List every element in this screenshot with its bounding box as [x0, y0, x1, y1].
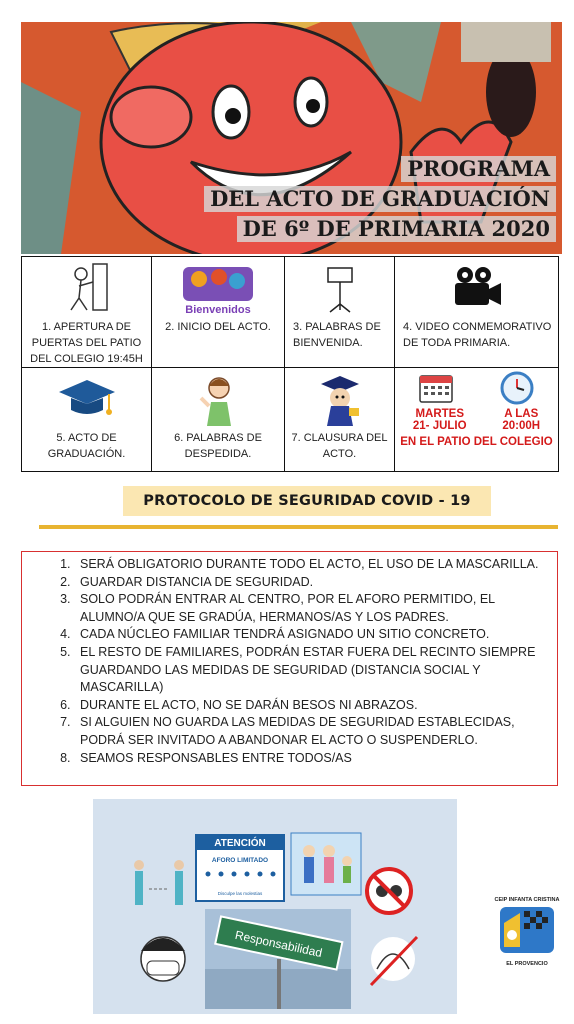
- face-mask-icon: [141, 937, 185, 981]
- event-date-cell: [395, 368, 559, 472]
- program-item-5: [22, 368, 152, 472]
- program-item-6: [152, 368, 285, 472]
- rule-item: 2. GUARDAR DISTANCIA DE SEGURIDAD.: [74, 574, 557, 592]
- svg-text:ATENCIÓN: ATENCIÓN: [214, 838, 266, 849]
- program-item-3-text: 3. PALABRAS DE BIENVENIDA.: [293, 321, 381, 349]
- svg-text:Bienvenidos: Bienvenidos: [185, 304, 251, 316]
- program-item-2: [152, 257, 285, 368]
- family-icon: [291, 833, 361, 895]
- rule-item: 4. CADA NÚCLEO FAMILIAR TENDRÁ ASIGNADO UN SITIO CONCRETO.: [74, 626, 557, 644]
- rule-item: 7. SI ALGUIEN NO GUARDA LAS MEDIDAS DE SEGURIDAD ESTABLECIDAS, PODRÁ SER INVITADO A ABANDONAR EL ACTO O SUSPENDERLO.: [74, 714, 557, 749]
- attention-sign: [196, 835, 284, 901]
- calendar-icon: [418, 372, 454, 404]
- divider-line: [39, 525, 558, 529]
- program-item-7-text: 7. CLAUSURA DEL ACTO.: [291, 432, 388, 460]
- graduation-cap-icon: [22, 368, 151, 430]
- hero-title-line-1: PROGRAMA: [401, 156, 556, 182]
- event-time: 20:00H: [502, 420, 541, 432]
- school-emblem-icon: [494, 903, 560, 955]
- hero-banner: [21, 22, 562, 254]
- program-item-7: [285, 368, 395, 472]
- event-time-label: A LAS: [504, 408, 539, 420]
- covid-collage: [93, 799, 457, 1014]
- svg-text:Disculpe las molestias: Disculpe las molestias: [217, 891, 263, 896]
- graduate-mascot-icon: [285, 368, 394, 430]
- rule-item: 3. SOLO PODRÁN ENTRAR AL CENTRO, POR EL AFORO PERMITIDO, EL ALUMNO/A QUE SE GRADÚA, HERMANOS/AS Y LOS PADRES.: [74, 591, 557, 626]
- hero-title-line-3: DE 6º DE PRIMARIA 2020: [237, 216, 556, 242]
- protocol-title: PROTOCOLO DE SEGURIDAD COVID - 19: [123, 486, 491, 516]
- door-opening-icon: [22, 257, 151, 319]
- rule-item: 1. SERÁ OBLIGATORIO DURANTE TODO EL ACTO, EL USO DE LA MASCARILLA.: [74, 556, 557, 574]
- responsibility-sign: [205, 909, 351, 1009]
- no-kissing-icon: [367, 869, 411, 913]
- video-camera-icon: [395, 257, 558, 319]
- rule-item: 8. SEAMOS RESPONSABLES ENTRE TODOS/AS: [74, 750, 557, 768]
- clock-icon: [499, 370, 535, 406]
- rule-item: 6. DURANTE EL ACTO, NO SE DARÁN BESOS NI ABRAZOS.: [74, 697, 557, 715]
- girl-speaking-icon: [152, 368, 284, 430]
- rule-item: 5. EL RESTO DE FAMILIARES, PODRÁN ESTAR FUERA DEL RECINTO SIEMPRE GUARDANDO LAS MEDIDAS DE SEGURIDAD (DISTANCIA SOCIAL Y MASCARILLA): [74, 644, 557, 697]
- safety-rules-list: [22, 552, 557, 767]
- hero-title-line-2: DEL ACTO DE GRADUACIÓN: [204, 186, 556, 212]
- school-logo-name: CEIP INFANTA CRISTINA: [494, 897, 560, 903]
- program-item-1: [22, 257, 152, 368]
- svg-text:Responsabilidad: Responsabilidad: [233, 927, 324, 961]
- program-item-2-text: 2. INICIO DEL ACTO.: [165, 321, 271, 333]
- school-logo: [494, 897, 560, 969]
- program-item-5-text: 5. ACTO DE GRADUACIÓN.: [47, 432, 126, 460]
- event-day: MARTES: [415, 408, 465, 420]
- program-item-1-text: 1. APERTURA DE PUERTAS DEL PATIO DEL COLEGIO 19:45H: [30, 321, 143, 365]
- event-date: 21- JULIO: [412, 420, 467, 432]
- svg-text:AFORO LIMITADO: AFORO LIMITADO: [211, 857, 269, 864]
- program-item-3: [285, 257, 395, 368]
- covid-collage-illustration: [93, 799, 457, 1014]
- program-item-4: [395, 257, 559, 368]
- event-place: EN EL PATIO DEL COLEGIO: [400, 436, 553, 448]
- safety-rules-box: [21, 551, 558, 786]
- music-stand-icon: [285, 257, 394, 319]
- school-logo-town: EL PROVENCIO: [506, 961, 548, 967]
- bienvenidos-icon: [152, 257, 284, 319]
- program-grid: [21, 256, 559, 472]
- program-item-6-text: 6. PALABRAS DE DESPEDIDA.: [174, 432, 262, 460]
- hero-title: [204, 152, 556, 242]
- program-item-4-text: 4. VIDEO CONMEMORATIVO DE TODA PRIMARIA.: [403, 321, 552, 349]
